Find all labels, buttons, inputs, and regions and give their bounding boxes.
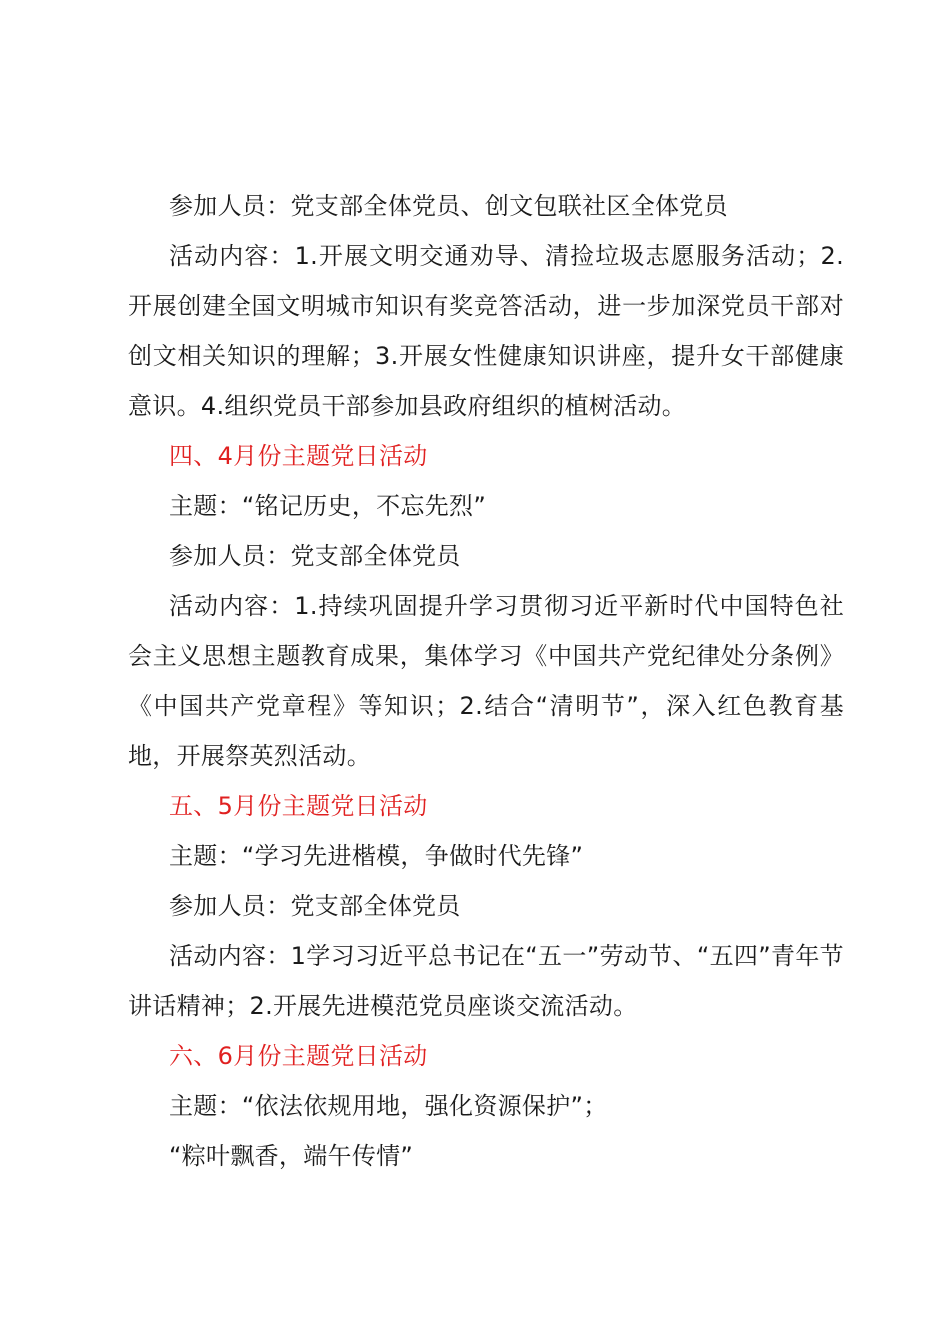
participants-paragraph: 参加人员：党支部全体党员、创文包联社区全体党员 (169, 192, 728, 220)
activity-content-paragraph: 活动内容：1学习习近平总书记在“五一”劳动节、“五四”青年节讲话精神；2.开展先进模范党员座谈交流活动。 (128, 942, 844, 1020)
theme-continuation-paragraph: “粽叶飘香，端午传情” (169, 1142, 414, 1170)
theme-paragraph: 主题：“学习先进楷模，争做时代先锋” (169, 842, 584, 870)
document-body (128, 181, 844, 1181)
theme-paragraph: 主题：“依法依规用地，强化资源保护”； (169, 1092, 608, 1120)
section-heading-may: 五、5月份主题党日活动 (169, 792, 428, 820)
section-heading-april: 四、4月份主题党日活动 (169, 442, 428, 470)
theme-paragraph: 主题：“铭记历史，不忘先烈” (169, 492, 487, 520)
participants-paragraph: 参加人员：党支部全体党员 (169, 892, 461, 920)
participants-paragraph: 参加人员：党支部全体党员 (169, 542, 461, 570)
activity-content-paragraph: 活动内容：1.开展文明交通劝导、清捡垃圾志愿服务活动；2.开展创建全国文明城市知识有奖竞答活动，进一步加深党员干部对创文相关知识的理解；3.开展女性健康知识讲座，提升女干部健康意识。4.组织党员干部参加县政府组织的植树活动。 (128, 242, 844, 420)
activity-content-paragraph: 活动内容：1.持续巩固提升学习贯彻习近平新时代中国特色社会主义思想主题教育成果，集体学习《中国共产党纪律处分条例》《中国共产党章程》等知识；2.结合“清明节”，深入红色教育基地，开展祭英烈活动。 (128, 592, 844, 770)
section-heading-june: 六、6月份主题党日活动 (169, 1042, 428, 1070)
